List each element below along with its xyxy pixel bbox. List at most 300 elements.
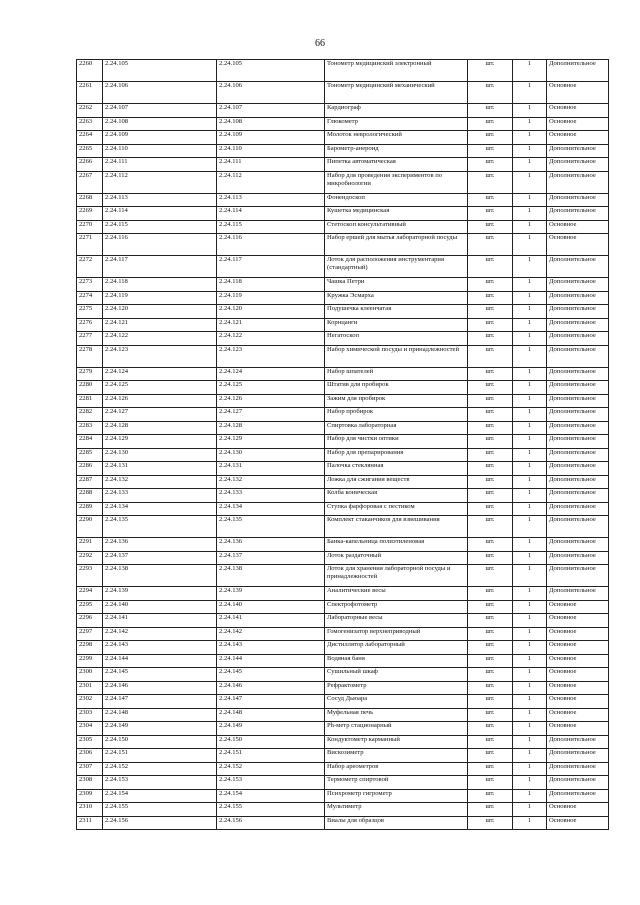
unit-cell: шт. bbox=[468, 762, 513, 776]
code-cell: 2.24.138 bbox=[103, 565, 217, 587]
code-cell: 2.24.109 bbox=[103, 131, 217, 145]
item-name-cell: Психрометр гигрометр bbox=[325, 789, 468, 803]
table-row bbox=[77, 538, 609, 552]
table-row bbox=[77, 234, 609, 256]
code-cell: 2.24.134 bbox=[103, 502, 217, 516]
item-name-cell: Рефрактометр bbox=[325, 681, 468, 695]
code-duplicate-cell: 2.24.112 bbox=[217, 171, 325, 193]
row-number-cell: 2261 bbox=[77, 82, 103, 104]
item-name-cell: Тонометр медицинский механический bbox=[325, 82, 468, 104]
unit-cell: шт. bbox=[468, 305, 513, 319]
item-name-cell: Набор пробирок bbox=[325, 408, 468, 422]
unit-cell: шт. bbox=[468, 435, 513, 449]
equipment-type-cell: Основное bbox=[547, 600, 609, 614]
code-cell: 2.24.118 bbox=[103, 278, 217, 292]
row-number-cell: 2310 bbox=[77, 803, 103, 817]
unit-cell: шт. bbox=[468, 193, 513, 207]
equipment-type-cell: Дополнительное bbox=[547, 171, 609, 193]
quantity-cell: 1 bbox=[513, 803, 547, 817]
unit-cell: шт. bbox=[468, 681, 513, 695]
unit-cell: шт. bbox=[468, 131, 513, 145]
code-duplicate-cell: 2.24.140 bbox=[217, 600, 325, 614]
row-number-cell: 2304 bbox=[77, 722, 103, 736]
table-row bbox=[77, 516, 609, 538]
unit-cell: шт. bbox=[468, 448, 513, 462]
equipment-type-cell: Основное bbox=[547, 708, 609, 722]
code-duplicate-cell: 2.24.116 bbox=[217, 234, 325, 256]
table-row bbox=[77, 408, 609, 422]
table-row bbox=[77, 762, 609, 776]
equipment-type-cell: Дополнительное bbox=[547, 332, 609, 346]
equipment-type-cell: Дополнительное bbox=[547, 789, 609, 803]
item-name-cell: Набор для проведения экспериментов по микробиологии bbox=[325, 171, 468, 193]
table-row bbox=[77, 462, 609, 476]
code-duplicate-cell: 2.24.152 bbox=[217, 762, 325, 776]
item-name-cell: Палочка стеклянная bbox=[325, 462, 468, 476]
equipment-type-cell: Дополнительное bbox=[547, 435, 609, 449]
table-row bbox=[77, 435, 609, 449]
table-row bbox=[77, 291, 609, 305]
equipment-type-cell: Дополнительное bbox=[547, 587, 609, 601]
table-row bbox=[77, 220, 609, 234]
code-duplicate-cell: 2.24.123 bbox=[217, 345, 325, 367]
unit-cell: шт. bbox=[468, 82, 513, 104]
unit-cell: шт. bbox=[468, 516, 513, 538]
code-cell: 2.24.113 bbox=[103, 193, 217, 207]
row-number-cell: 2293 bbox=[77, 565, 103, 587]
code-cell: 2.24.112 bbox=[103, 171, 217, 193]
equipment-table-body bbox=[77, 60, 609, 830]
quantity-cell: 1 bbox=[513, 538, 547, 552]
row-number-cell: 2281 bbox=[77, 394, 103, 408]
code-duplicate-cell: 2.24.120 bbox=[217, 305, 325, 319]
unit-cell: шт. bbox=[468, 502, 513, 516]
row-number-cell: 2280 bbox=[77, 381, 103, 395]
code-cell: 2.24.130 bbox=[103, 448, 217, 462]
unit-cell: шт. bbox=[468, 668, 513, 682]
quantity-cell: 1 bbox=[513, 435, 547, 449]
equipment-type-cell: Дополнительное bbox=[547, 475, 609, 489]
code-duplicate-cell: 2.24.127 bbox=[217, 408, 325, 422]
quantity-cell: 1 bbox=[513, 475, 547, 489]
quantity-cell: 1 bbox=[513, 367, 547, 381]
table-row bbox=[77, 803, 609, 817]
code-duplicate-cell: 2.24.107 bbox=[217, 104, 325, 118]
unit-cell: шт. bbox=[468, 158, 513, 172]
table-row bbox=[77, 332, 609, 346]
unit-cell: шт. bbox=[468, 627, 513, 641]
table-row bbox=[77, 551, 609, 565]
table-row bbox=[77, 278, 609, 292]
row-number-cell: 2273 bbox=[77, 278, 103, 292]
item-name-cell: Лоток раздаточный bbox=[325, 551, 468, 565]
item-name-cell: Ложка для сжигания веществ bbox=[325, 475, 468, 489]
code-cell: 2.24.110 bbox=[103, 144, 217, 158]
row-number-cell: 2271 bbox=[77, 234, 103, 256]
code-duplicate-cell: 2.24.142 bbox=[217, 627, 325, 641]
table-row bbox=[77, 668, 609, 682]
row-number-cell: 2286 bbox=[77, 462, 103, 476]
code-cell: 2.24.139 bbox=[103, 587, 217, 601]
item-name-cell: Фонендоскоп bbox=[325, 193, 468, 207]
table-row bbox=[77, 627, 609, 641]
item-name-cell: Муфельная печь bbox=[325, 708, 468, 722]
quantity-cell: 1 bbox=[513, 408, 547, 422]
code-duplicate-cell: 2.24.131 bbox=[217, 462, 325, 476]
item-name-cell: Набор для препарирования bbox=[325, 448, 468, 462]
code-duplicate-cell: 2.24.133 bbox=[217, 489, 325, 503]
code-cell: 2.24.150 bbox=[103, 735, 217, 749]
code-cell: 2.24.154 bbox=[103, 789, 217, 803]
code-cell: 2.24.143 bbox=[103, 641, 217, 655]
item-name-cell: Колба коническая bbox=[325, 489, 468, 503]
code-cell: 2.24.125 bbox=[103, 381, 217, 395]
unit-cell: шт. bbox=[468, 749, 513, 763]
code-cell: 2.24.115 bbox=[103, 220, 217, 234]
equipment-type-cell: Основное bbox=[547, 104, 609, 118]
item-name-cell: Барометр-анероид bbox=[325, 144, 468, 158]
table-row bbox=[77, 641, 609, 655]
row-number-cell: 2300 bbox=[77, 668, 103, 682]
quantity-cell: 1 bbox=[513, 131, 547, 145]
row-number-cell: 2265 bbox=[77, 144, 103, 158]
item-name-cell: Ступка фарфоровая с пестиком bbox=[325, 502, 468, 516]
unit-cell: шт. bbox=[468, 171, 513, 193]
item-name-cell: Комплект стаканчиков для взвешивания bbox=[325, 516, 468, 538]
code-cell: 2.24.144 bbox=[103, 654, 217, 668]
item-name-cell: Кружка Эсмарха bbox=[325, 291, 468, 305]
code-duplicate-cell: 2.24.149 bbox=[217, 722, 325, 736]
equipment-type-cell: Дополнительное bbox=[547, 762, 609, 776]
table-row bbox=[77, 448, 609, 462]
quantity-cell: 1 bbox=[513, 816, 547, 830]
table-row bbox=[77, 735, 609, 749]
row-number-cell: 2264 bbox=[77, 131, 103, 145]
code-duplicate-cell: 2.24.156 bbox=[217, 816, 325, 830]
row-number-cell: 2285 bbox=[77, 448, 103, 462]
unit-cell: шт. bbox=[468, 551, 513, 565]
equipment-type-cell: Дополнительное bbox=[547, 367, 609, 381]
item-name-cell: Ph-метр стационарный bbox=[325, 722, 468, 736]
table-row bbox=[77, 421, 609, 435]
quantity-cell: 1 bbox=[513, 614, 547, 628]
table-row bbox=[77, 158, 609, 172]
quantity-cell: 1 bbox=[513, 551, 547, 565]
table-row bbox=[77, 345, 609, 367]
table-row bbox=[77, 131, 609, 145]
code-cell: 2.24.147 bbox=[103, 695, 217, 709]
quantity-cell: 1 bbox=[513, 722, 547, 736]
row-number-cell: 2277 bbox=[77, 332, 103, 346]
quantity-cell: 1 bbox=[513, 776, 547, 790]
unit-cell: шт. bbox=[468, 60, 513, 82]
item-name-cell: Штатив для пробирок bbox=[325, 381, 468, 395]
code-duplicate-cell: 2.24.137 bbox=[217, 551, 325, 565]
code-cell: 2.24.128 bbox=[103, 421, 217, 435]
code-cell: 2.24.120 bbox=[103, 305, 217, 319]
code-cell: 2.24.124 bbox=[103, 367, 217, 381]
item-name-cell: Молоток неврологический bbox=[325, 131, 468, 145]
quantity-cell: 1 bbox=[513, 104, 547, 118]
unit-cell: шт. bbox=[468, 421, 513, 435]
equipment-type-cell: Дополнительное bbox=[547, 291, 609, 305]
row-number-cell: 2292 bbox=[77, 551, 103, 565]
quantity-cell: 1 bbox=[513, 641, 547, 655]
code-cell: 2.24.148 bbox=[103, 708, 217, 722]
item-name-cell: Негатоскоп bbox=[325, 332, 468, 346]
unit-cell: шт. bbox=[468, 408, 513, 422]
equipment-type-cell: Основное bbox=[547, 641, 609, 655]
unit-cell: шт. bbox=[468, 278, 513, 292]
quantity-cell: 1 bbox=[513, 318, 547, 332]
code-duplicate-cell: 2.24.114 bbox=[217, 207, 325, 221]
row-number-cell: 2308 bbox=[77, 776, 103, 790]
table-row bbox=[77, 305, 609, 319]
quantity-cell: 1 bbox=[513, 516, 547, 538]
code-cell: 2.24.119 bbox=[103, 291, 217, 305]
table-row bbox=[77, 587, 609, 601]
quantity-cell: 1 bbox=[513, 749, 547, 763]
table-row bbox=[77, 695, 609, 709]
quantity-cell: 1 bbox=[513, 789, 547, 803]
code-duplicate-cell: 2.24.108 bbox=[217, 117, 325, 131]
equipment-type-cell: Дополнительное bbox=[547, 144, 609, 158]
quantity-cell: 1 bbox=[513, 489, 547, 503]
table-row bbox=[77, 565, 609, 587]
code-duplicate-cell: 2.24.136 bbox=[217, 538, 325, 552]
item-name-cell: Гомогенизатор верхнеприводный bbox=[325, 627, 468, 641]
code-cell: 2.24.129 bbox=[103, 435, 217, 449]
quantity-cell: 1 bbox=[513, 291, 547, 305]
row-number-cell: 2301 bbox=[77, 681, 103, 695]
code-duplicate-cell: 2.24.135 bbox=[217, 516, 325, 538]
unit-cell: шт. bbox=[468, 538, 513, 552]
equipment-type-cell: Основное bbox=[547, 816, 609, 830]
quantity-cell: 1 bbox=[513, 60, 547, 82]
code-cell: 2.24.126 bbox=[103, 394, 217, 408]
unit-cell: шт. bbox=[468, 256, 513, 278]
row-number-cell: 2303 bbox=[77, 708, 103, 722]
quantity-cell: 1 bbox=[513, 220, 547, 234]
equipment-type-cell: Дополнительное bbox=[547, 565, 609, 587]
code-cell: 2.24.137 bbox=[103, 551, 217, 565]
equipment-table bbox=[76, 59, 609, 830]
table-row bbox=[77, 318, 609, 332]
item-name-cell: Спектрофотометр bbox=[325, 600, 468, 614]
equipment-type-cell: Дополнительное bbox=[547, 516, 609, 538]
table-row bbox=[77, 60, 609, 82]
equipment-type-cell: Дополнительное bbox=[547, 158, 609, 172]
table-row bbox=[77, 144, 609, 158]
code-duplicate-cell: 2.24.115 bbox=[217, 220, 325, 234]
code-cell: 2.24.107 bbox=[103, 104, 217, 118]
equipment-type-cell: Основное bbox=[547, 614, 609, 628]
code-cell: 2.24.149 bbox=[103, 722, 217, 736]
code-cell: 2.24.156 bbox=[103, 816, 217, 830]
quantity-cell: 1 bbox=[513, 708, 547, 722]
item-name-cell: Набор ареометров bbox=[325, 762, 468, 776]
quantity-cell: 1 bbox=[513, 448, 547, 462]
item-name-cell: Лоток для расположения инструментария (стандартный) bbox=[325, 256, 468, 278]
quantity-cell: 1 bbox=[513, 681, 547, 695]
code-cell: 2.24.136 bbox=[103, 538, 217, 552]
code-cell: 2.24.151 bbox=[103, 749, 217, 763]
row-number-cell: 2269 bbox=[77, 207, 103, 221]
code-duplicate-cell: 2.24.134 bbox=[217, 502, 325, 516]
item-name-cell: Тонометр медицинский электронный bbox=[325, 60, 468, 82]
row-number-cell: 2305 bbox=[77, 735, 103, 749]
unit-cell: шт. bbox=[468, 641, 513, 655]
unit-cell: шт. bbox=[468, 600, 513, 614]
page-number: 66 bbox=[315, 38, 325, 49]
code-duplicate-cell: 2.24.130 bbox=[217, 448, 325, 462]
equipment-type-cell: Основное bbox=[547, 681, 609, 695]
unit-cell: шт. bbox=[468, 144, 513, 158]
row-number-cell: 2267 bbox=[77, 171, 103, 193]
row-number-cell: 2282 bbox=[77, 408, 103, 422]
code-cell: 2.24.123 bbox=[103, 345, 217, 367]
code-duplicate-cell: 2.24.122 bbox=[217, 332, 325, 346]
code-duplicate-cell: 2.24.151 bbox=[217, 749, 325, 763]
table-row bbox=[77, 256, 609, 278]
equipment-type-cell: Дополнительное bbox=[547, 489, 609, 503]
code-duplicate-cell: 2.24.109 bbox=[217, 131, 325, 145]
equipment-type-cell: Дополнительное bbox=[547, 193, 609, 207]
item-name-cell: Лабораторные весы bbox=[325, 614, 468, 628]
item-name-cell: Аналитические весы bbox=[325, 587, 468, 601]
code-duplicate-cell: 2.24.128 bbox=[217, 421, 325, 435]
quantity-cell: 1 bbox=[513, 117, 547, 131]
item-name-cell: Банка-капельница полиэтиленовая bbox=[325, 538, 468, 552]
unit-cell: шт. bbox=[468, 776, 513, 790]
code-cell: 2.24.105 bbox=[103, 60, 217, 82]
code-duplicate-cell: 2.24.129 bbox=[217, 435, 325, 449]
code-cell: 2.24.132 bbox=[103, 475, 217, 489]
unit-cell: шт. bbox=[468, 708, 513, 722]
table-row bbox=[77, 171, 609, 193]
equipment-type-cell: Дополнительное bbox=[547, 408, 609, 422]
table-row bbox=[77, 82, 609, 104]
row-number-cell: 2278 bbox=[77, 345, 103, 367]
quantity-cell: 1 bbox=[513, 695, 547, 709]
equipment-type-cell: Основное bbox=[547, 668, 609, 682]
row-number-cell: 2276 bbox=[77, 318, 103, 332]
unit-cell: шт. bbox=[468, 462, 513, 476]
quantity-cell: 1 bbox=[513, 82, 547, 104]
code-duplicate-cell: 2.24.111 bbox=[217, 158, 325, 172]
table-row bbox=[77, 117, 609, 131]
quantity-cell: 1 bbox=[513, 600, 547, 614]
code-cell: 2.24.121 bbox=[103, 318, 217, 332]
equipment-type-cell: Дополнительное bbox=[547, 305, 609, 319]
table-row bbox=[77, 475, 609, 489]
equipment-type-cell: Основное bbox=[547, 722, 609, 736]
row-number-cell: 2298 bbox=[77, 641, 103, 655]
quantity-cell: 1 bbox=[513, 332, 547, 346]
unit-cell: шт. bbox=[468, 394, 513, 408]
unit-cell: шт. bbox=[468, 614, 513, 628]
unit-cell: шт. bbox=[468, 789, 513, 803]
item-name-cell: Зажим для пробирок bbox=[325, 394, 468, 408]
unit-cell: шт. bbox=[468, 722, 513, 736]
quantity-cell: 1 bbox=[513, 654, 547, 668]
quantity-cell: 1 bbox=[513, 394, 547, 408]
code-duplicate-cell: 2.24.139 bbox=[217, 587, 325, 601]
item-name-cell: Спиртовка лабораторная bbox=[325, 421, 468, 435]
equipment-type-cell: Основное bbox=[547, 803, 609, 817]
code-duplicate-cell: 2.24.113 bbox=[217, 193, 325, 207]
code-duplicate-cell: 2.24.125 bbox=[217, 381, 325, 395]
equipment-type-cell: Основное bbox=[547, 627, 609, 641]
item-name-cell: Чашка Петри bbox=[325, 278, 468, 292]
table-row bbox=[77, 722, 609, 736]
unit-cell: шт. bbox=[468, 735, 513, 749]
row-number-cell: 2272 bbox=[77, 256, 103, 278]
quantity-cell: 1 bbox=[513, 234, 547, 256]
table-row bbox=[77, 681, 609, 695]
quantity-cell: 1 bbox=[513, 305, 547, 319]
table-row bbox=[77, 749, 609, 763]
code-duplicate-cell: 2.24.145 bbox=[217, 668, 325, 682]
quantity-cell: 1 bbox=[513, 587, 547, 601]
code-cell: 2.24.135 bbox=[103, 516, 217, 538]
code-cell: 2.24.108 bbox=[103, 117, 217, 131]
equipment-type-cell: Дополнительное bbox=[547, 462, 609, 476]
row-number-cell: 2284 bbox=[77, 435, 103, 449]
table-row bbox=[77, 789, 609, 803]
item-name-cell: Сосуд Дьюара bbox=[325, 695, 468, 709]
item-name-cell: Стетоскоп консультативный bbox=[325, 220, 468, 234]
unit-cell: шт. bbox=[468, 565, 513, 587]
code-cell: 2.24.146 bbox=[103, 681, 217, 695]
equipment-type-cell: Дополнительное bbox=[547, 502, 609, 516]
equipment-type-cell: Дополнительное bbox=[547, 749, 609, 763]
code-cell: 2.24.117 bbox=[103, 256, 217, 278]
equipment-type-cell: Дополнительное bbox=[547, 278, 609, 292]
equipment-type-cell: Основное bbox=[547, 234, 609, 256]
quantity-cell: 1 bbox=[513, 735, 547, 749]
row-number-cell: 2260 bbox=[77, 60, 103, 82]
quantity-cell: 1 bbox=[513, 668, 547, 682]
table-row bbox=[77, 614, 609, 628]
table-row bbox=[77, 207, 609, 221]
unit-cell: шт. bbox=[468, 332, 513, 346]
row-number-cell: 2262 bbox=[77, 104, 103, 118]
unit-cell: шт. bbox=[468, 318, 513, 332]
row-number-cell: 2296 bbox=[77, 614, 103, 628]
code-duplicate-cell: 2.24.146 bbox=[217, 681, 325, 695]
table-row bbox=[77, 600, 609, 614]
equipment-type-cell: Основное bbox=[547, 695, 609, 709]
quantity-cell: 1 bbox=[513, 502, 547, 516]
unit-cell: шт. bbox=[468, 587, 513, 601]
equipment-type-cell: Основное bbox=[547, 220, 609, 234]
row-number-cell: 2295 bbox=[77, 600, 103, 614]
code-duplicate-cell: 2.24.117 bbox=[217, 256, 325, 278]
quantity-cell: 1 bbox=[513, 144, 547, 158]
code-cell: 2.24.114 bbox=[103, 207, 217, 221]
item-name-cell: Кардиограф bbox=[325, 104, 468, 118]
code-duplicate-cell: 2.24.110 bbox=[217, 144, 325, 158]
unit-cell: шт. bbox=[468, 104, 513, 118]
code-duplicate-cell: 2.24.106 bbox=[217, 82, 325, 104]
code-duplicate-cell: 2.24.154 bbox=[217, 789, 325, 803]
code-duplicate-cell: 2.24.153 bbox=[217, 776, 325, 790]
unit-cell: шт. bbox=[468, 695, 513, 709]
table-row bbox=[77, 489, 609, 503]
item-name-cell: Набор ершей для мытья лабораторной посуды bbox=[325, 234, 468, 256]
quantity-cell: 1 bbox=[513, 462, 547, 476]
